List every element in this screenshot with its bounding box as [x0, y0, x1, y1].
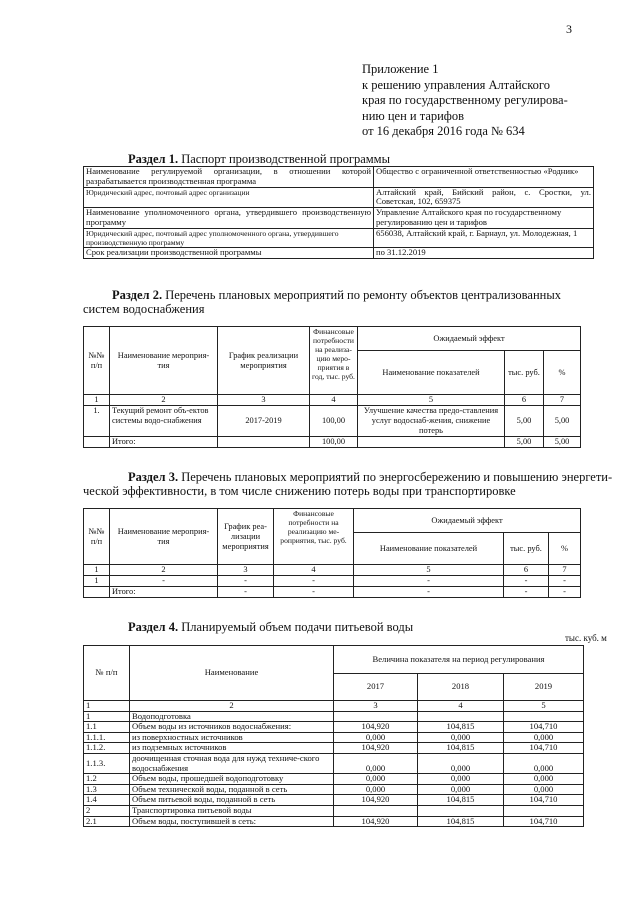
header-name: Наименование мероприя-тия	[110, 327, 218, 395]
section4-title: Раздел 4. Планируемый объем подачи питьевой воды	[128, 620, 414, 634]
header-effect: Ожидаемый эффект	[358, 327, 581, 351]
header-year: 2019	[504, 674, 584, 701]
header-thousand: тыс. руб.	[504, 533, 549, 565]
header-schedule: График реа-лизации мероприятия	[218, 509, 274, 565]
page-number: 3	[566, 22, 572, 36]
table-row: 1.1.3. доочищенная сточная вода для нужд техниче-ского водоснабжения 0,000 0,000 0,000	[84, 753, 584, 773]
appendix-line: к решению управления Алтайского	[362, 77, 550, 92]
header-num: №№ п/п	[84, 327, 110, 395]
water-supply-table	[83, 645, 584, 827]
header-finance: Финансовые потребности на реализа-цию меро-приятия в год, тыс. руб.	[310, 327, 358, 395]
header-thousand: тыс. руб.	[505, 351, 544, 395]
header-percent: %	[544, 351, 581, 395]
header-num: № п/п	[84, 646, 130, 701]
table-row: Итого: 100,00 5,00 5,00	[84, 437, 581, 448]
section1-title: Раздел 1. Паспорт производственной программы	[128, 152, 390, 166]
section2-title-line2: систем водоснабжения	[83, 302, 205, 316]
table-row: 1.1.1. из поверхностных источников 0,000 0,000 0,000	[84, 732, 584, 743]
table-row: Юридический адрес, почтовый адрес организации Алтайский край, Бийский район, с. Сростки, ул. Советская, 102, 659375	[84, 187, 594, 208]
table-row: 1.4 Объем питьевой воды, поданной в сеть 104,920 104,815 104,710	[84, 795, 584, 806]
table-row: Юридический адрес, почтовый адрес уполномоченного органа, утвердившего производственную программу 656038, Алтайский край, г. Барнаул, ул. Молодежная, 1	[84, 228, 594, 247]
header-indicator: Наименование показателей	[358, 351, 505, 395]
table-row: 1.1.2. из подземных источников 104,920 104,815 104,710	[84, 743, 584, 754]
repair-measures-table	[83, 326, 581, 448]
appendix-header	[362, 62, 568, 140]
table-row: Наименование уполномоченного органа, утвердившего производственную программу Управление Алтайского края по государственному регулированию цен и тарифов	[84, 208, 594, 229]
table-row: 1.3 Объем технической воды, поданной в сеть 0,000 0,000 0,000	[84, 784, 584, 795]
table-row: 1 - - - - - -	[84, 576, 581, 587]
table-row: 1.2 Объем воды, прошедшей водоподготовку 0,000 0,000 0,000	[84, 774, 584, 785]
table-row: 2.1 Объем воды, поступившей в сеть: 104,920 104,815 104,710	[84, 816, 584, 827]
appendix-line: края по государственному регулирова-	[362, 93, 568, 107]
appendix-line: от 16 декабря 2016 года № 634	[362, 124, 525, 138]
table-row: 1 2 3 4 5 6 7	[84, 565, 581, 576]
header-num: №№ п/п	[84, 509, 110, 565]
table-row: 1 Водоподготовка	[84, 711, 584, 722]
table-row: Итого: - - - - -	[84, 587, 581, 598]
header-year: 2018	[418, 674, 504, 701]
table-row: Наименование регулируемой организации, в отношении которой разрабатывается производственная программа Общество с ограниченной ответственностью «Родник»	[84, 167, 594, 188]
section3-title-line2: ческой эффективности, в том числе снижению потерь воды при транспортировке	[83, 484, 516, 498]
section3-title: Раздел 3. Перечень плановых мероприятий по энергосбережению и повышению энергети-	[128, 470, 613, 484]
section2-title: Раздел 2. Перечень плановых мероприятий по ремонту объектов централизованных	[112, 288, 561, 302]
table-row: 1 2 3 4 5	[84, 701, 584, 712]
header-period: Величина показателя на период регулирования	[334, 646, 584, 674]
table-row: 1 2 3 4 5 6 7	[84, 395, 581, 406]
appendix-line: нию цен и тарифов	[362, 108, 465, 123]
header-effect: Ожидаемый эффект	[354, 509, 581, 533]
unit-label: тыс. куб. м	[565, 633, 607, 643]
header-indicator: Наименование показателей	[354, 533, 504, 565]
table-row: Срок реализации производственной программы по 31.12.2019	[84, 247, 594, 258]
header-name: Наименование мероприя-тия	[110, 509, 218, 565]
header-finance: Финансовые потребности на реализацию ме-роприятия, тыс. руб.	[274, 509, 354, 565]
energy-measures-table	[83, 508, 581, 598]
passport-table	[83, 166, 594, 259]
table-row: 1. Текущий ремонт объ-ектов системы водо-снабжения 2017-2019 100,00 Улучшение качества предо-ставления услуг водоснаб-жения, снижение потерь 5,00 5,00	[84, 406, 581, 437]
table-row: 2 Транспортировка питьевой воды	[84, 805, 584, 816]
header-percent: %	[549, 533, 581, 565]
header-name: Наименование	[130, 646, 334, 701]
header-schedule: График реализации мероприятия	[218, 327, 310, 395]
table-row: 1.1 Объем воды из источников водоснабжения: 104,920 104,815 104,710	[84, 722, 584, 733]
header-year: 2017	[334, 674, 418, 701]
appendix-line: Приложение 1	[362, 62, 439, 76]
